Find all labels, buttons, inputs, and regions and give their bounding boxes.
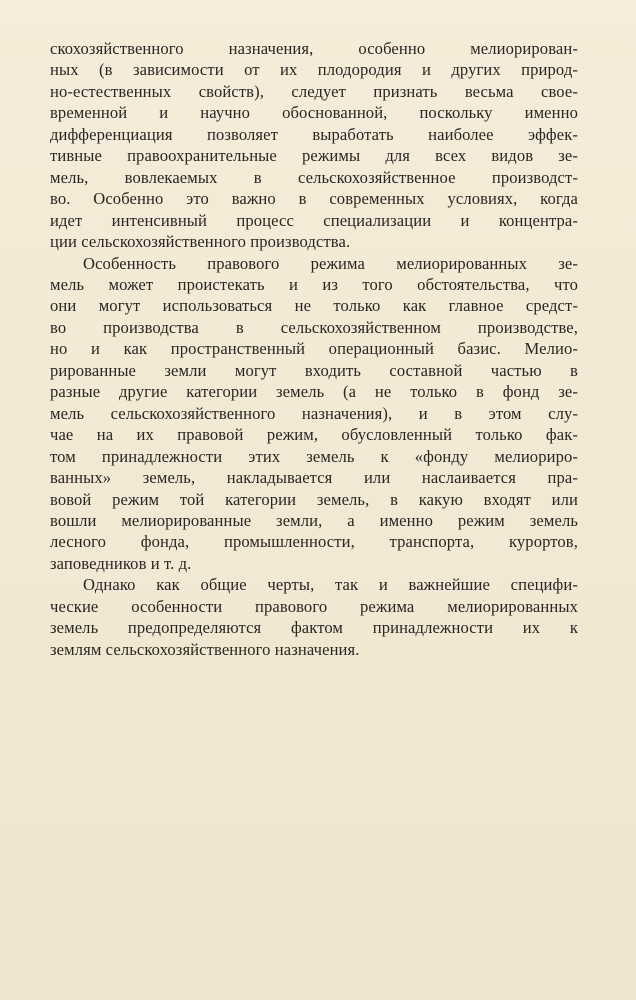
text-line: мель сельскохозяйственного назначения), и в этом слу- bbox=[50, 403, 578, 423]
body-text bbox=[50, 38, 578, 660]
text-line: дифференциация позволяет выработать наиболее эффек- bbox=[50, 124, 578, 144]
text-line: чае на их правовой режим, обусловленный только фак- bbox=[50, 425, 578, 445]
text-line: Однако как общие черты, так и важнейшие специфи- bbox=[83, 575, 578, 595]
text-line: временной и научно обоснованной, поскольку именно bbox=[50, 103, 578, 123]
text-line: они могут использоваться не только как главное средст- bbox=[50, 296, 578, 316]
text-line: во. Особенно это важно в современных условиях, когда bbox=[50, 189, 578, 209]
text-line: лесного фонда, промышленности, транспорта, курортов, bbox=[50, 532, 578, 552]
text-line: ческие особенности правового режима мелиорированных bbox=[50, 596, 578, 616]
text-line: но и как пространственный операционный базис. Мелио- bbox=[50, 339, 578, 359]
text-line: мель может проистекать и из того обстоятельства, что bbox=[50, 274, 578, 294]
text-line: во производства в сельскохозяйственном производстве, bbox=[50, 317, 578, 337]
text-line: мель, вовлекаемых в сельскохозяйственное производст- bbox=[50, 167, 578, 187]
text-line: вовой режим той категории земель, в какую входят или bbox=[50, 489, 578, 509]
text-line: заповедников и т. д. bbox=[50, 553, 192, 573]
text-line: землям сельскохозяйственного назначения. bbox=[50, 639, 360, 659]
text-line: ванных» земель, накладывается или наслаивается пра- bbox=[50, 468, 578, 488]
text-line: тивные правоохранительные режимы для всех видов зе- bbox=[50, 146, 578, 166]
text-line: Особенность правового режима мелиорированных зе- bbox=[83, 253, 578, 273]
paragraph-3 bbox=[50, 574, 578, 660]
text-line: вошли мелиорированные земли, а именно режим земель bbox=[50, 510, 578, 530]
text-line: разные другие категории земель (а не только в фонд зе- bbox=[50, 382, 578, 402]
paragraph-2 bbox=[50, 253, 578, 575]
text-line: но-естественных свойств), следует признать весьма свое- bbox=[50, 81, 578, 101]
text-line: ции сельскохозяйственного производства. bbox=[50, 232, 351, 252]
text-line: том принадлежности этих земель к «фонду мелиориро- bbox=[50, 446, 578, 466]
text-line: скохозяйственного назначения, особенно мелиорирован- bbox=[50, 39, 578, 58]
paragraph-1 bbox=[50, 38, 578, 253]
text-line: земель предопределяются фактом принадлежности их к bbox=[50, 618, 578, 638]
text-line: идет интенсивный процесс специализации и концентра- bbox=[50, 210, 578, 230]
text-line: ных (в зависимости от их плодородия и других природ- bbox=[50, 60, 578, 80]
text-line: рированные земли могут входить составной частью в bbox=[50, 360, 578, 380]
